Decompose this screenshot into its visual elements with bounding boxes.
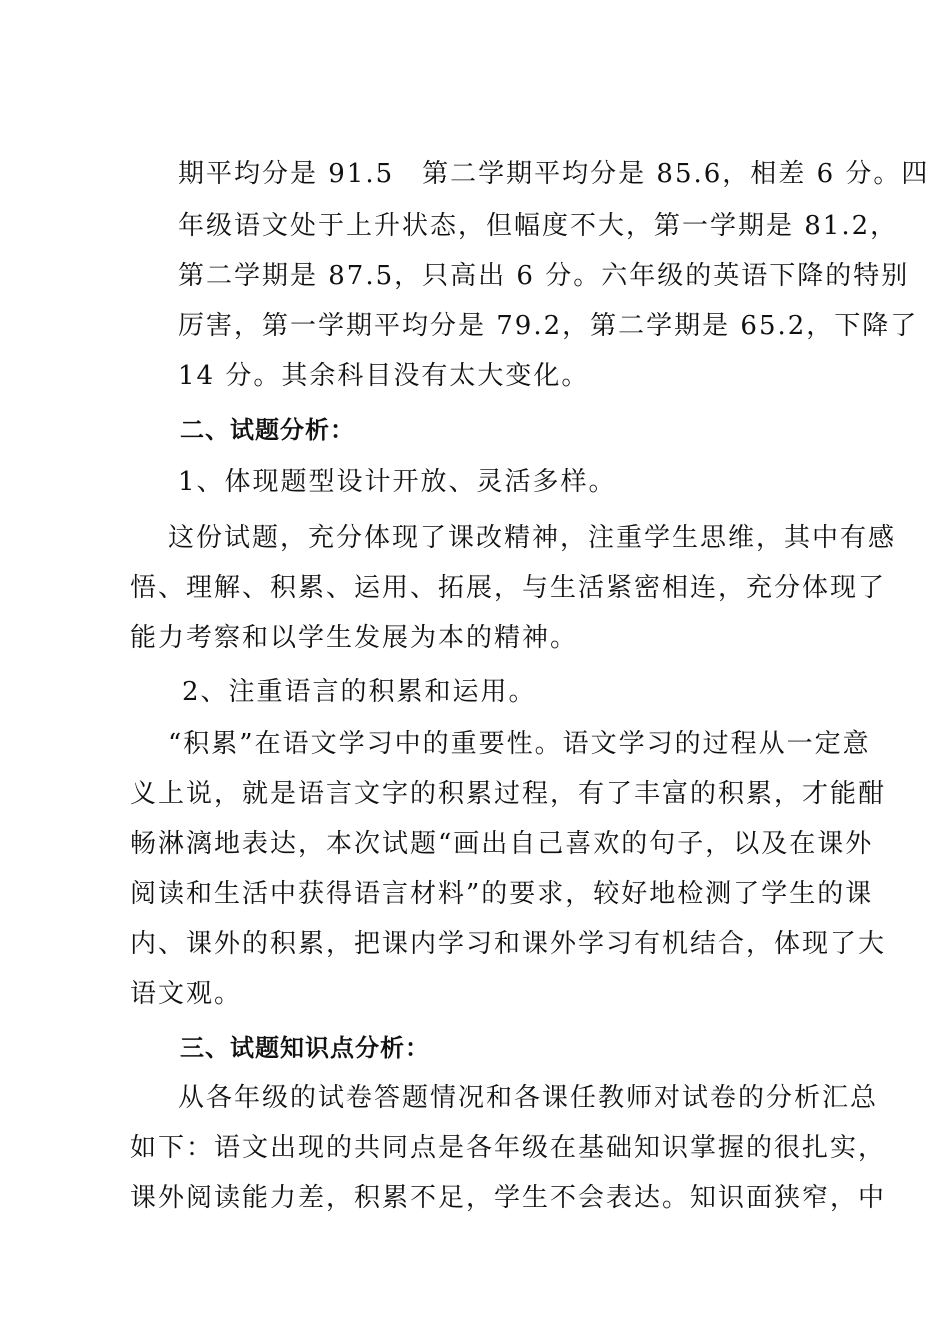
paragraph-scores-line-1: 期平均分是 91.5 第二学期平均分是 85.6，相差 6 分。四: [178, 159, 930, 189]
paragraph-accumulation-line-2: 义上说，就是语言文字的积累过程，有了丰富的积累，才能酣: [130, 779, 887, 809]
paragraph-question-design-line-1: 这份试题，充分体现了课改精神，注重学生思维，其中有感: [168, 523, 897, 553]
paragraph-accumulation-line-1: “积累”在语文学习中的重要性。语文学习的过程从一定意: [168, 729, 871, 759]
paragraph-accumulation-line-5: 内、课外的积累，把课内学习和课外学习有机结合，体现了大: [130, 929, 887, 959]
paragraph-question-design-line-2: 悟、理解、积累、运用、拓展，与生活紧密相连，充分体现了: [130, 573, 887, 603]
paragraph-scores-line-5: 14 分。其余科目没有太大变化。: [178, 361, 590, 391]
paragraph-scores-line-2: 年级语文处于上升状态，但幅度不大，第一学期是 81.2，: [178, 211, 899, 241]
paragraph-analysis-line-3: 课外阅读能力差，积累不足，学生不会表达。知识面狭窄，中: [130, 1183, 887, 1213]
paragraph-accumulation-line-6: 语文观。: [130, 979, 243, 1009]
subheading-question-design: 1、体现题型设计开放、灵活多样。: [178, 467, 617, 497]
paragraph-scores-line-3: 第二学期是 87.5，只高出 6 分。六年级的英语下降的特别: [178, 261, 910, 291]
paragraph-analysis-line-2: 如下：语文出现的共同点是各年级在基础知识掌握的很扎实，: [130, 1133, 887, 1163]
section-heading-knowledge-analysis: 三、试题知识点分析：: [180, 1034, 430, 1062]
paragraph-question-design-line-3: 能力考察和以学生发展为本的精神。: [130, 623, 579, 653]
paragraph-scores-line-4: 厉害，第一学期平均分是 79.2，第二学期是 65.2，下降了: [178, 311, 919, 341]
paragraph-accumulation-line-3: 畅淋漓地表达，本次试题“画出自己喜欢的句子，以及在课外: [130, 829, 874, 859]
paragraph-accumulation-line-4: 阅读和生活中获得语言材料”的要求，较好地检测了学生的课: [130, 879, 874, 909]
subheading-language-accumulation: 2、注重语言的积累和运用。: [182, 677, 537, 707]
paragraph-analysis-line-1: 从各年级的试卷答题情况和各课任教师对试卷的分析汇总: [178, 1083, 879, 1113]
section-heading-test-analysis: 二、试题分析：: [180, 416, 355, 444]
